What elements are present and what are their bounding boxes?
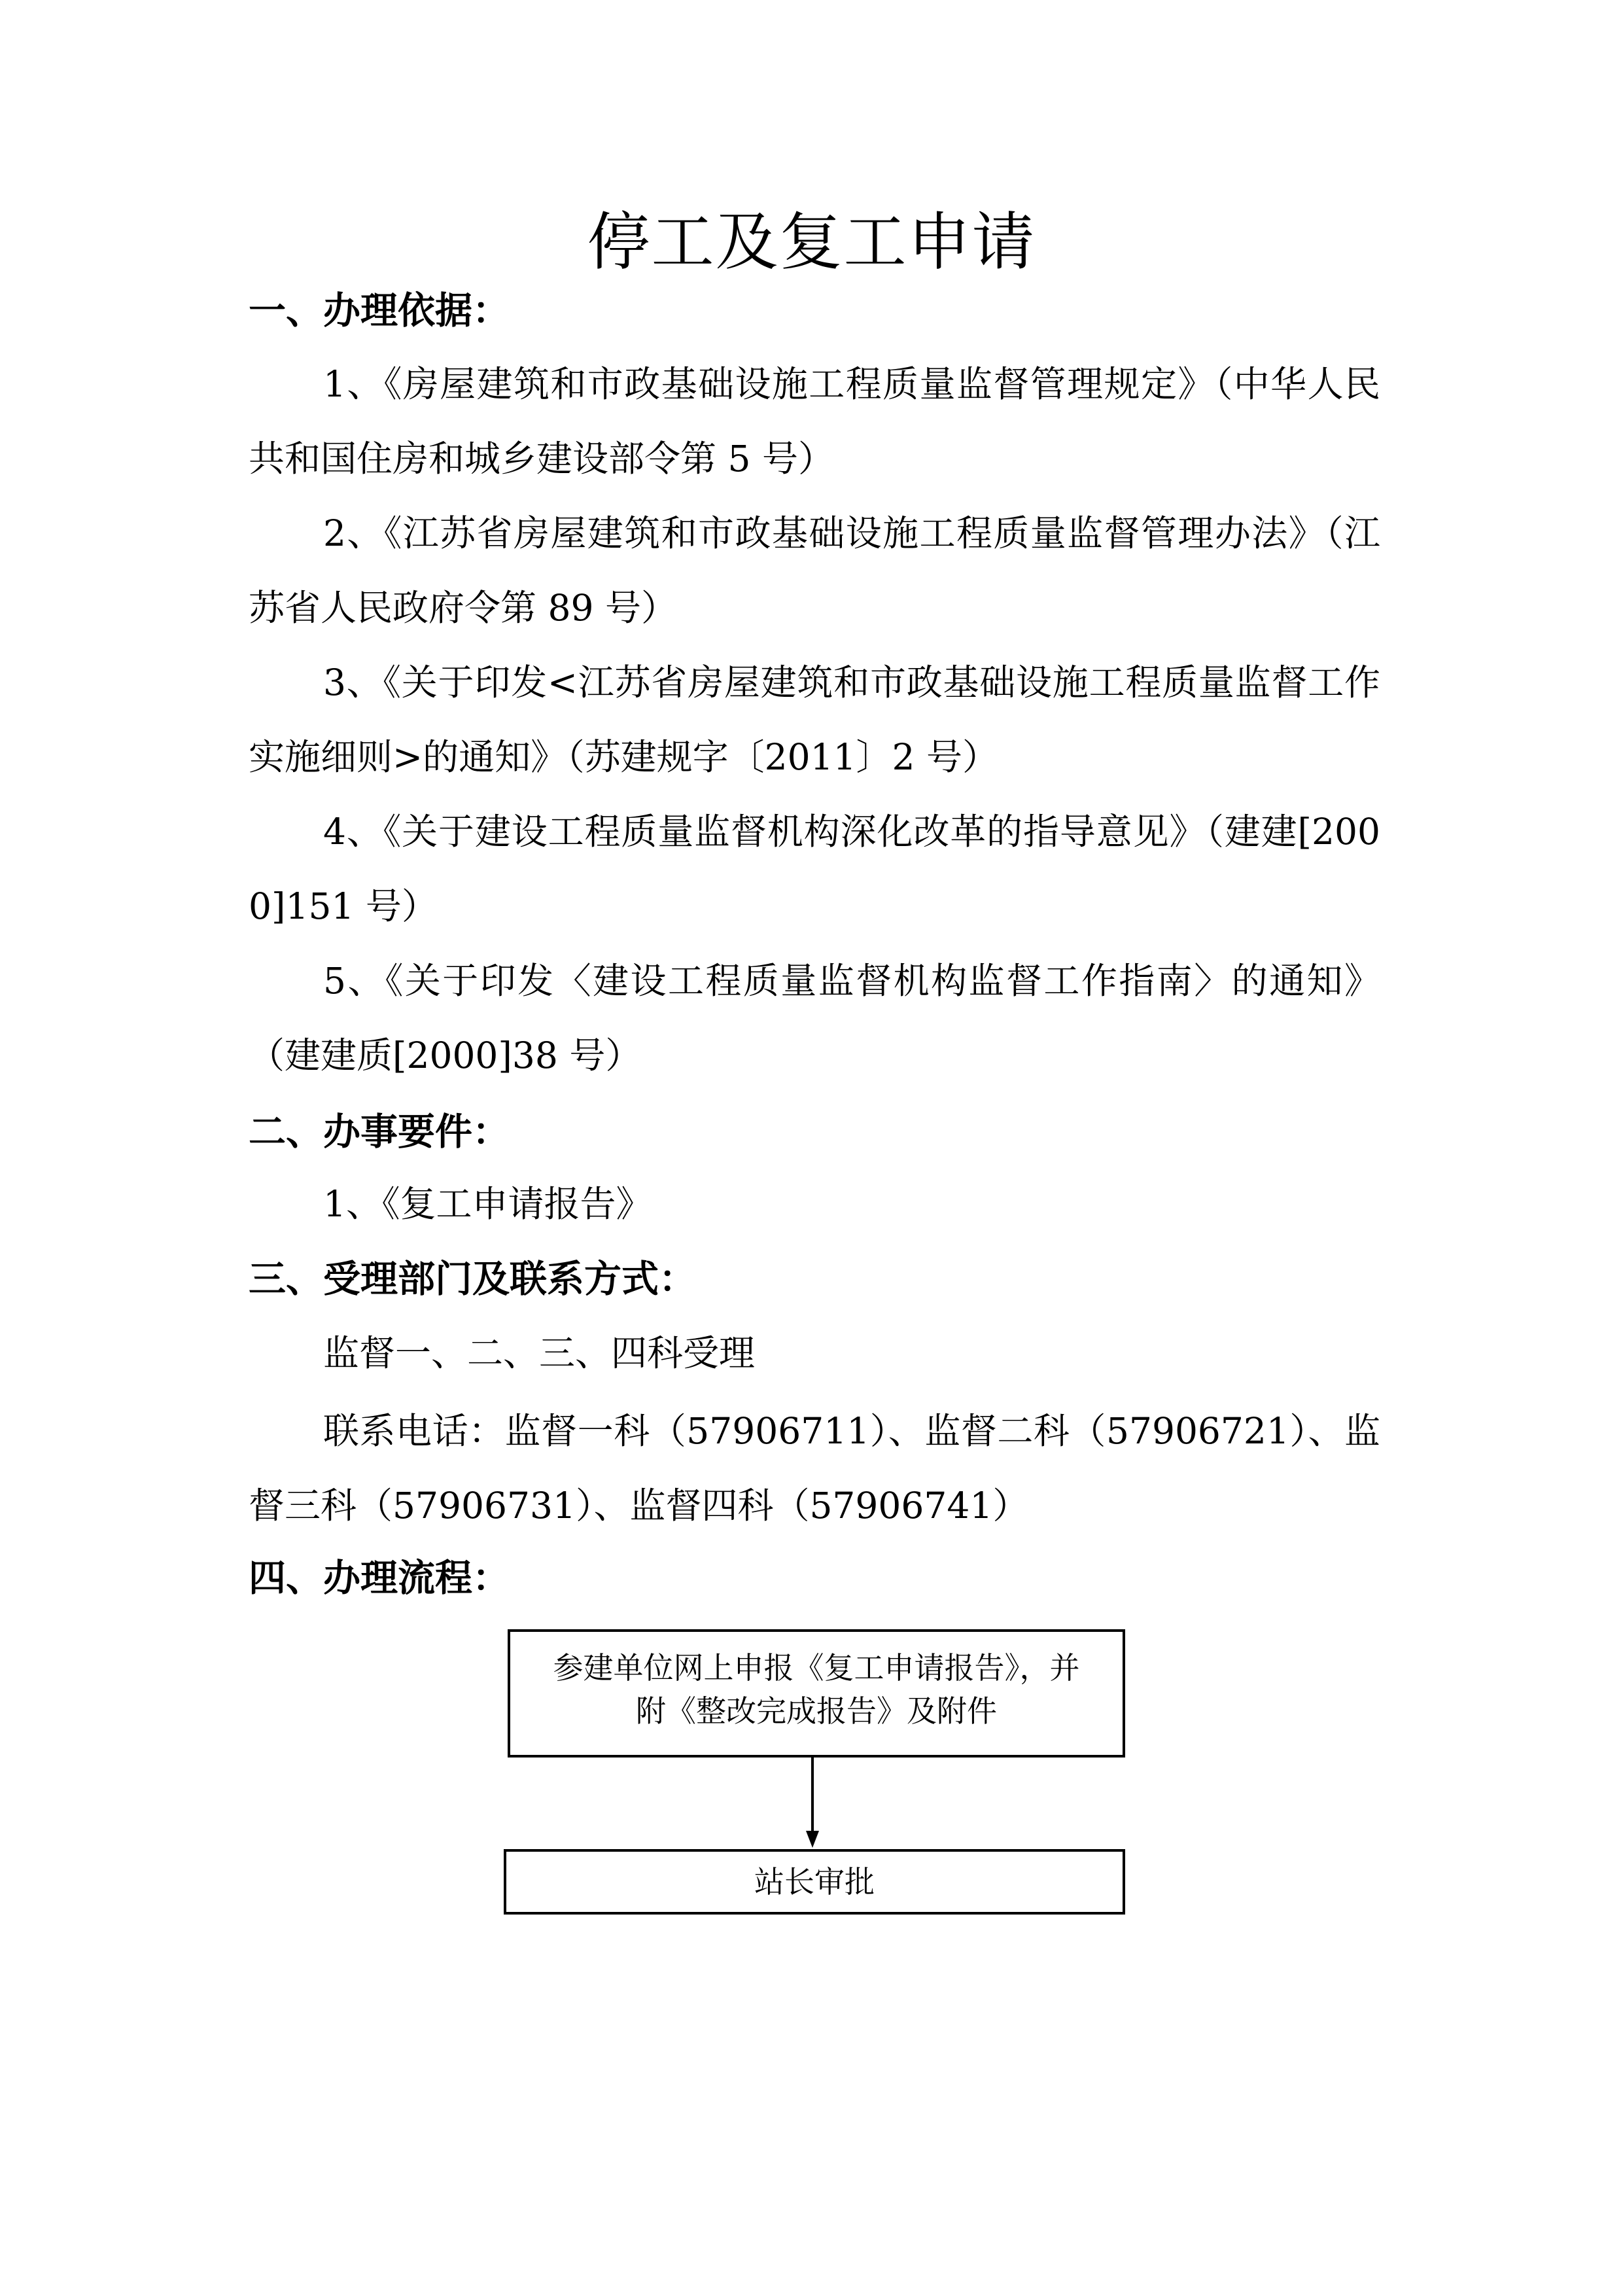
requirement-item-1: 1、《复工申请报告》 xyxy=(323,1183,652,1225)
flow-step-apply xyxy=(508,1629,1125,1757)
page-title: 停工及复工申请 xyxy=(587,205,1036,279)
flow-step-apply-line1: 参建单位网上申报《复工申请报告》，并 xyxy=(553,1650,1080,1686)
section-heading-requirements: 二、办事要件： xyxy=(249,1110,510,1154)
flow-arrow-down-icon xyxy=(806,1757,819,1849)
basis-item-5: 5、《关于印发〈建设工程质量监督机构监督工作指南〉的通知》（建建质[2000]38 号） xyxy=(249,960,1380,1076)
section-heading-basis: 一、办理依据： xyxy=(249,289,510,332)
flow-step-apply-line2: 附《整改完成报告》及附件 xyxy=(636,1693,997,1729)
basis-item-4: 4、《关于建设工程质量监督机构深化改革的指导意见》（建建[2000]151 号） xyxy=(249,811,1380,927)
section-heading-departments: 三、受理部门及联系方式： xyxy=(249,1258,696,1301)
departments-text: 监督一、二、三、四科受理 xyxy=(323,1332,756,1374)
basis-item-2: 2、《江苏省房屋建筑和市政基础设施工程质量监督管理办法》（江苏省人民政府令第 89 号） xyxy=(249,512,1380,629)
section-heading-process: 四、办理流程： xyxy=(249,1557,510,1600)
flow-step-approve: 站长审批 xyxy=(504,1849,1125,1915)
contact-phones: 联系电话：监督一科（57906711）、监督二科（57906721）、监督三科（57906731）、监督四科（57906741） xyxy=(249,1410,1380,1527)
basis-item-3: 3、《关于印发<江苏省房屋建筑和市政基础设施工程质量监督工作实施细则>的通知》（苏建规字〔2011〕2 号） xyxy=(249,662,1380,778)
basis-item-1: 1、《房屋建筑和市政基础设施工程质量监督管理规定》（中华人民共和国住房和城乡建设部令第 5 号） xyxy=(249,363,1380,480)
